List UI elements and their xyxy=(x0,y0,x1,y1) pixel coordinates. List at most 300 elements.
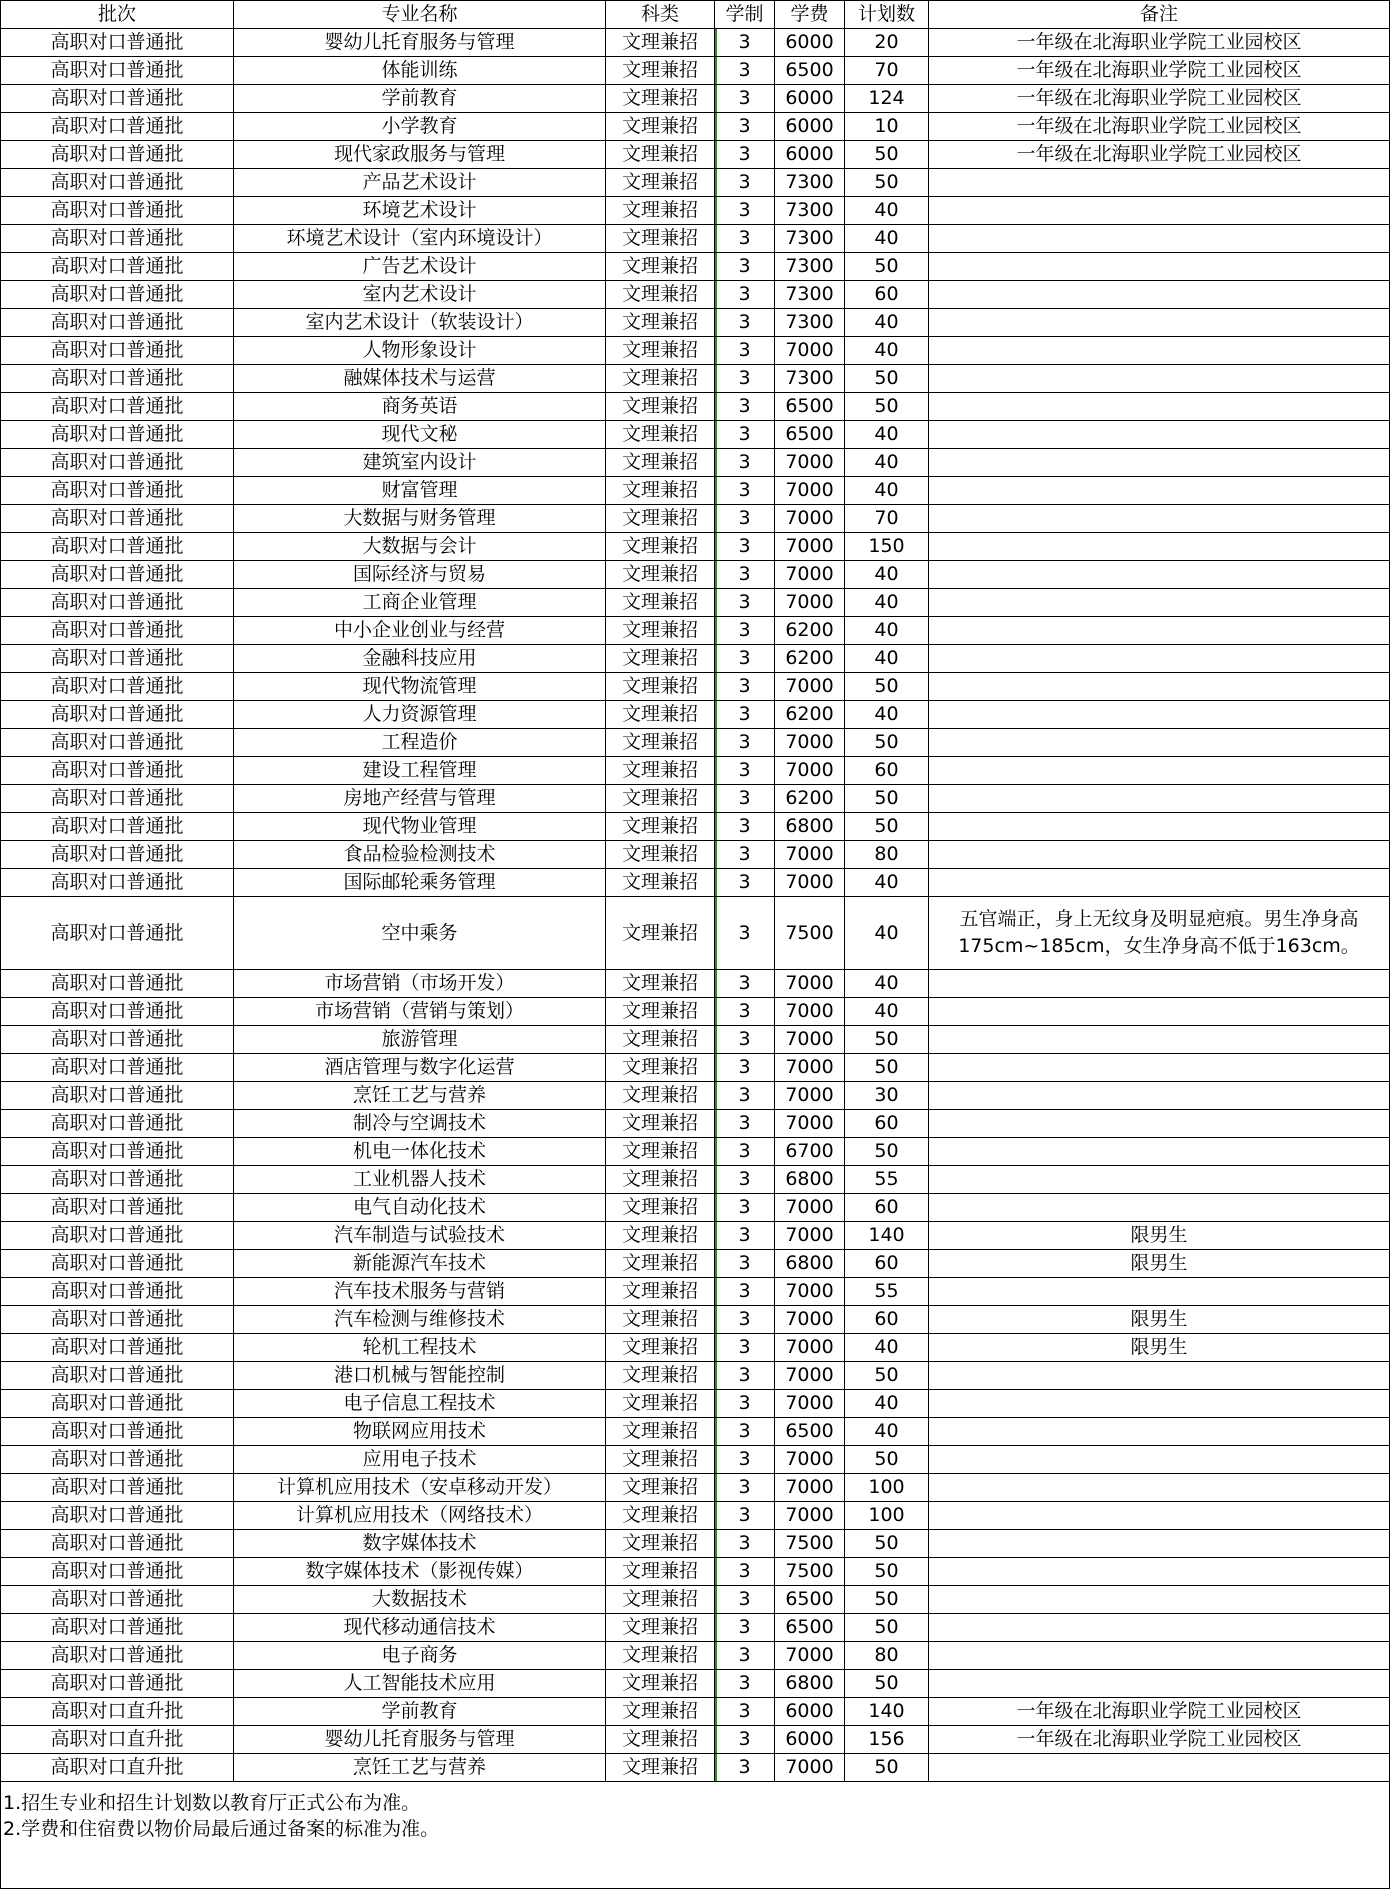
cell-tuition: 6500 xyxy=(775,393,845,421)
cell-batch: 高职对口普通批 xyxy=(1,169,234,197)
cell-category: 文理兼招 xyxy=(606,841,715,869)
cell-category: 文理兼招 xyxy=(606,785,715,813)
cell-tuition: 6500 xyxy=(775,1586,845,1614)
cell-remarks xyxy=(929,533,1390,561)
cell-duration: 3 xyxy=(715,169,775,197)
cell-plan-count: 140 xyxy=(845,1698,929,1726)
cell-duration: 3 xyxy=(715,1334,775,1362)
table-row xyxy=(1,813,1390,841)
cell-category: 文理兼招 xyxy=(606,645,715,673)
cell-remarks xyxy=(929,1026,1390,1054)
table-row xyxy=(1,1586,1390,1614)
cell-duration: 3 xyxy=(715,813,775,841)
cell-batch: 高职对口普通批 xyxy=(1,1558,234,1586)
cell-major: 计算机应用技术（网络技术） xyxy=(234,1502,606,1530)
cell-remarks: 一年级在北海职业学院工业园校区 xyxy=(929,113,1390,141)
cell-batch: 高职对口普通批 xyxy=(1,365,234,393)
cell-plan-count: 40 xyxy=(845,645,929,673)
table-row xyxy=(1,1110,1390,1138)
cell-tuition: 7300 xyxy=(775,169,845,197)
cell-batch: 高职对口普通批 xyxy=(1,729,234,757)
table-row xyxy=(1,449,1390,477)
cell-batch: 高职对口普通批 xyxy=(1,449,234,477)
cell-batch: 高职对口普通批 xyxy=(1,1194,234,1222)
cell-major: 室内艺术设计（软装设计） xyxy=(234,309,606,337)
cell-duration: 3 xyxy=(715,729,775,757)
table-row xyxy=(1,57,1390,85)
cell-plan-count: 50 xyxy=(845,1026,929,1054)
cell-category: 文理兼招 xyxy=(606,505,715,533)
cell-major: 建筑室内设计 xyxy=(234,449,606,477)
cell-remarks xyxy=(929,841,1390,869)
cell-plan-count: 40 xyxy=(845,701,929,729)
table-row xyxy=(1,197,1390,225)
table-row xyxy=(1,281,1390,309)
table-row xyxy=(1,169,1390,197)
cell-major: 汽车技术服务与营销 xyxy=(234,1278,606,1306)
cell-tuition: 7000 xyxy=(775,1334,845,1362)
cell-category: 文理兼招 xyxy=(606,309,715,337)
table-row xyxy=(1,393,1390,421)
cell-major: 工业机器人技术 xyxy=(234,1166,606,1194)
cell-batch: 高职对口普通批 xyxy=(1,533,234,561)
table-row xyxy=(1,970,1390,998)
cell-remarks xyxy=(929,645,1390,673)
cell-duration: 3 xyxy=(715,1530,775,1558)
cell-batch: 高职对口普通批 xyxy=(1,253,234,281)
cell-major: 大数据与会计 xyxy=(234,533,606,561)
table-row xyxy=(1,225,1390,253)
cell-tuition: 7000 xyxy=(775,1390,845,1418)
cell-duration: 3 xyxy=(715,589,775,617)
cell-duration: 3 xyxy=(715,421,775,449)
cell-duration: 3 xyxy=(715,1306,775,1334)
table-row xyxy=(1,1026,1390,1054)
cell-category: 文理兼招 xyxy=(606,617,715,645)
footnote-1: 1.招生专业和招生计划数以教育厅正式公布为准。 xyxy=(3,1792,421,1814)
cell-plan-count: 124 xyxy=(845,85,929,113)
header-batch: 批次 xyxy=(1,1,234,29)
cell-remarks xyxy=(929,1474,1390,1502)
table-row xyxy=(1,1082,1390,1110)
cell-remarks xyxy=(929,701,1390,729)
cell-batch: 高职对口普通批 xyxy=(1,841,234,869)
cell-duration: 3 xyxy=(715,309,775,337)
table-row xyxy=(1,701,1390,729)
cell-duration: 3 xyxy=(715,365,775,393)
cell-remarks xyxy=(929,1138,1390,1166)
cell-remarks: 一年级在北海职业学院工业园校区 xyxy=(929,85,1390,113)
cell-major: 室内艺术设计 xyxy=(234,281,606,309)
cell-tuition: 6000 xyxy=(775,141,845,169)
cell-batch: 高职对口普通批 xyxy=(1,141,234,169)
cell-tuition: 7500 xyxy=(775,1558,845,1586)
cell-tuition: 6000 xyxy=(775,1726,845,1754)
header-major: 专业名称 xyxy=(234,1,606,29)
cell-plan-count: 140 xyxy=(845,1222,929,1250)
cell-remarks xyxy=(929,309,1390,337)
cell-duration: 3 xyxy=(715,449,775,477)
table-row xyxy=(1,589,1390,617)
cell-major: 大数据技术 xyxy=(234,1586,606,1614)
cell-duration: 3 xyxy=(715,1026,775,1054)
table-row xyxy=(1,757,1390,785)
cell-batch: 高职对口普通批 xyxy=(1,1334,234,1362)
cell-batch: 高职对口普通批 xyxy=(1,1026,234,1054)
cell-tuition: 6200 xyxy=(775,645,845,673)
cell-tuition: 6800 xyxy=(775,1670,845,1698)
cell-batch: 高职对口普通批 xyxy=(1,701,234,729)
cell-plan-count: 40 xyxy=(845,970,929,998)
cell-major: 融媒体技术与运营 xyxy=(234,365,606,393)
cell-batch: 高职对口直升批 xyxy=(1,1754,234,1782)
cell-category: 文理兼招 xyxy=(606,197,715,225)
cell-remarks xyxy=(929,1446,1390,1474)
cell-plan-count: 50 xyxy=(845,1586,929,1614)
cell-plan-count: 40 xyxy=(845,309,929,337)
cell-category: 文理兼招 xyxy=(606,1614,715,1642)
cell-major: 现代移动通信技术 xyxy=(234,1614,606,1642)
cell-category: 文理兼招 xyxy=(606,729,715,757)
cell-tuition: 7000 xyxy=(775,1362,845,1390)
cell-remarks xyxy=(929,337,1390,365)
cell-remarks xyxy=(929,1586,1390,1614)
cell-remarks xyxy=(929,673,1390,701)
cell-category: 文理兼招 xyxy=(606,1558,715,1586)
cell-tuition: 7000 xyxy=(775,1754,845,1782)
table-row xyxy=(1,729,1390,757)
table-row xyxy=(1,1726,1390,1754)
cell-duration: 3 xyxy=(715,1082,775,1110)
cell-tuition: 7500 xyxy=(775,897,845,970)
cell-category: 文理兼招 xyxy=(606,141,715,169)
footnote-row xyxy=(1,1782,1390,1889)
cell-plan-count: 80 xyxy=(845,841,929,869)
cell-plan-count: 100 xyxy=(845,1474,929,1502)
cell-category: 文理兼招 xyxy=(606,1026,715,1054)
cell-major: 现代物流管理 xyxy=(234,673,606,701)
cell-major: 学前教育 xyxy=(234,1698,606,1726)
cell-plan-count: 30 xyxy=(845,1082,929,1110)
cell-major: 工程造价 xyxy=(234,729,606,757)
table-row xyxy=(1,785,1390,813)
table-row xyxy=(1,85,1390,113)
table-row xyxy=(1,1474,1390,1502)
cell-batch: 高职对口普通批 xyxy=(1,1642,234,1670)
cell-category: 文理兼招 xyxy=(606,1586,715,1614)
cell-category: 文理兼招 xyxy=(606,337,715,365)
cell-batch: 高职对口普通批 xyxy=(1,813,234,841)
cell-plan-count: 40 xyxy=(845,869,929,897)
cell-duration: 3 xyxy=(715,1726,775,1754)
cell-batch: 高职对口普通批 xyxy=(1,1502,234,1530)
cell-batch: 高职对口普通批 xyxy=(1,505,234,533)
cell-category: 文理兼招 xyxy=(606,1082,715,1110)
cell-duration: 3 xyxy=(715,197,775,225)
cell-remarks xyxy=(929,1110,1390,1138)
cell-batch: 高职对口普通批 xyxy=(1,970,234,998)
cell-major: 酒店管理与数字化运营 xyxy=(234,1054,606,1082)
cell-duration: 3 xyxy=(715,1250,775,1278)
cell-major: 建设工程管理 xyxy=(234,757,606,785)
cell-tuition: 6500 xyxy=(775,421,845,449)
cell-batch: 高职对口普通批 xyxy=(1,477,234,505)
cell-remarks xyxy=(929,1194,1390,1222)
cell-tuition: 7300 xyxy=(775,197,845,225)
cell-plan-count: 60 xyxy=(845,1110,929,1138)
cell-remarks xyxy=(929,1502,1390,1530)
cell-remarks: 一年级在北海职业学院工业园校区 xyxy=(929,57,1390,85)
cell-batch: 高职对口普通批 xyxy=(1,589,234,617)
cell-plan-count: 100 xyxy=(845,1502,929,1530)
cell-batch: 高职对口普通批 xyxy=(1,617,234,645)
cell-major: 人物形象设计 xyxy=(234,337,606,365)
cell-tuition: 6500 xyxy=(775,1614,845,1642)
cell-plan-count: 50 xyxy=(845,1558,929,1586)
cell-plan-count: 40 xyxy=(845,617,929,645)
cell-tuition: 7000 xyxy=(775,1026,845,1054)
cell-plan-count: 60 xyxy=(845,1306,929,1334)
cell-category: 文理兼招 xyxy=(606,1726,715,1754)
cell-major: 汽车制造与试验技术 xyxy=(234,1222,606,1250)
cell-category: 文理兼招 xyxy=(606,477,715,505)
cell-major: 小学教育 xyxy=(234,113,606,141)
cell-category: 文理兼招 xyxy=(606,113,715,141)
cell-category: 文理兼招 xyxy=(606,1362,715,1390)
cell-tuition: 6800 xyxy=(775,813,845,841)
cell-plan-count: 40 xyxy=(845,998,929,1026)
cell-plan-count: 50 xyxy=(845,1362,929,1390)
cell-batch: 高职对口普通批 xyxy=(1,1110,234,1138)
cell-duration: 3 xyxy=(715,1614,775,1642)
cell-duration: 3 xyxy=(715,897,775,970)
cell-category: 文理兼招 xyxy=(606,1334,715,1362)
cell-remarks xyxy=(929,869,1390,897)
table-row xyxy=(1,29,1390,57)
cell-plan-count: 50 xyxy=(845,1670,929,1698)
cell-duration: 3 xyxy=(715,141,775,169)
cell-batch: 高职对口普通批 xyxy=(1,869,234,897)
cell-tuition: 6500 xyxy=(775,1418,845,1446)
cell-tuition: 7000 xyxy=(775,1110,845,1138)
cell-batch: 高职对口普通批 xyxy=(1,561,234,589)
cell-remarks: 一年级在北海职业学院工业园校区 xyxy=(929,1726,1390,1754)
cell-major: 市场营销（营销与策划） xyxy=(234,998,606,1026)
cell-remarks xyxy=(929,225,1390,253)
cell-plan-count: 50 xyxy=(845,393,929,421)
cell-duration: 3 xyxy=(715,1362,775,1390)
cell-plan-count: 50 xyxy=(845,1530,929,1558)
cell-plan-count: 50 xyxy=(845,673,929,701)
cell-duration: 3 xyxy=(715,1390,775,1418)
cell-category: 文理兼招 xyxy=(606,1474,715,1502)
cell-tuition: 7000 xyxy=(775,449,845,477)
table-row xyxy=(1,1362,1390,1390)
cell-batch: 高职对口普通批 xyxy=(1,897,234,970)
cell-category: 文理兼招 xyxy=(606,281,715,309)
cell-batch: 高职对口普通批 xyxy=(1,309,234,337)
cell-plan-count: 20 xyxy=(845,29,929,57)
cell-major: 婴幼儿托育服务与管理 xyxy=(234,1726,606,1754)
cell-remarks: 一年级在北海职业学院工业园校区 xyxy=(929,29,1390,57)
cell-category: 文理兼招 xyxy=(606,449,715,477)
cell-category: 文理兼招 xyxy=(606,757,715,785)
cell-remarks: 一年级在北海职业学院工业园校区 xyxy=(929,1698,1390,1726)
cell-tuition: 7000 xyxy=(775,1222,845,1250)
cell-remarks xyxy=(929,1278,1390,1306)
cell-remarks: 限男生 xyxy=(929,1334,1390,1362)
cell-duration: 3 xyxy=(715,998,775,1026)
cell-remarks xyxy=(929,813,1390,841)
cell-duration: 3 xyxy=(715,1474,775,1502)
cell-major: 人力资源管理 xyxy=(234,701,606,729)
cell-remarks: 限男生 xyxy=(929,1222,1390,1250)
cell-major: 机电一体化技术 xyxy=(234,1138,606,1166)
cell-plan-count: 60 xyxy=(845,281,929,309)
cell-major: 市场营销（市场开发） xyxy=(234,970,606,998)
cell-plan-count: 50 xyxy=(845,729,929,757)
cell-tuition: 7000 xyxy=(775,1278,845,1306)
cell-duration: 3 xyxy=(715,645,775,673)
cell-duration: 3 xyxy=(715,1446,775,1474)
cell-duration: 3 xyxy=(715,617,775,645)
cell-major: 商务英语 xyxy=(234,393,606,421)
cell-plan-count: 40 xyxy=(845,1418,929,1446)
cell-plan-count: 50 xyxy=(845,253,929,281)
cell-duration: 3 xyxy=(715,1138,775,1166)
cell-remarks xyxy=(929,1530,1390,1558)
cell-batch: 高职对口普通批 xyxy=(1,57,234,85)
cell-plan-count: 40 xyxy=(845,1390,929,1418)
cell-remarks xyxy=(929,477,1390,505)
cell-duration: 3 xyxy=(715,393,775,421)
header-category: 科类 xyxy=(606,1,715,29)
cell-category: 文理兼招 xyxy=(606,1418,715,1446)
cell-category: 文理兼招 xyxy=(606,393,715,421)
cell-category: 文理兼招 xyxy=(606,29,715,57)
cell-major: 产品艺术设计 xyxy=(234,169,606,197)
cell-major: 空中乘务 xyxy=(234,897,606,970)
table-row xyxy=(1,421,1390,449)
cell-remarks xyxy=(929,617,1390,645)
table-row xyxy=(1,337,1390,365)
cell-duration: 3 xyxy=(715,1754,775,1782)
cell-major: 制冷与空调技术 xyxy=(234,1110,606,1138)
cell-tuition: 7000 xyxy=(775,1502,845,1530)
cell-major: 物联网应用技术 xyxy=(234,1418,606,1446)
table-row xyxy=(1,1614,1390,1642)
cell-category: 文理兼招 xyxy=(606,1054,715,1082)
cell-category: 文理兼招 xyxy=(606,1530,715,1558)
cell-tuition: 7000 xyxy=(775,970,845,998)
cell-duration: 3 xyxy=(715,561,775,589)
cell-major: 数字媒体技术 xyxy=(234,1530,606,1558)
table-row xyxy=(1,1250,1390,1278)
cell-batch: 高职对口普通批 xyxy=(1,1474,234,1502)
table-row xyxy=(1,1558,1390,1586)
cell-major: 国际经济与贸易 xyxy=(234,561,606,589)
cell-batch: 高职对口普通批 xyxy=(1,1390,234,1418)
cell-tuition: 6000 xyxy=(775,1698,845,1726)
table-row xyxy=(1,505,1390,533)
cell-duration: 3 xyxy=(715,757,775,785)
cell-category: 文理兼招 xyxy=(606,1642,715,1670)
cell-category: 文理兼招 xyxy=(606,85,715,113)
cell-duration: 3 xyxy=(715,785,775,813)
table-row xyxy=(1,1054,1390,1082)
cell-batch: 高职对口普通批 xyxy=(1,281,234,309)
cell-major: 金融科技应用 xyxy=(234,645,606,673)
cell-batch: 高职对口普通批 xyxy=(1,1278,234,1306)
cell-tuition: 6200 xyxy=(775,785,845,813)
cell-category: 文理兼招 xyxy=(606,169,715,197)
cell-plan-count: 80 xyxy=(845,1642,929,1670)
cell-category: 文理兼招 xyxy=(606,1194,715,1222)
table-row xyxy=(1,869,1390,897)
table-row xyxy=(1,113,1390,141)
cell-major: 数字媒体技术（影视传媒） xyxy=(234,1558,606,1586)
cell-plan-count: 60 xyxy=(845,1194,929,1222)
cell-remarks xyxy=(929,1082,1390,1110)
cell-plan-count: 156 xyxy=(845,1726,929,1754)
cell-plan-count: 50 xyxy=(845,1614,929,1642)
cell-plan-count: 40 xyxy=(845,589,929,617)
cell-tuition: 7000 xyxy=(775,589,845,617)
cell-remarks xyxy=(929,1754,1390,1782)
header-row xyxy=(1,1,1390,29)
cell-tuition: 7000 xyxy=(775,998,845,1026)
cell-category: 文理兼招 xyxy=(606,1166,715,1194)
cell-tuition: 7000 xyxy=(775,841,845,869)
cell-major: 体能训练 xyxy=(234,57,606,85)
cell-duration: 3 xyxy=(715,869,775,897)
table-row xyxy=(1,1642,1390,1670)
cell-tuition: 7000 xyxy=(775,337,845,365)
cell-remarks xyxy=(929,365,1390,393)
cell-plan-count: 50 xyxy=(845,1054,929,1082)
cell-duration: 3 xyxy=(715,1558,775,1586)
cell-batch: 高职对口普通批 xyxy=(1,785,234,813)
cell-major: 食品检验检测技术 xyxy=(234,841,606,869)
cell-tuition: 6200 xyxy=(775,701,845,729)
cell-batch: 高职对口普通批 xyxy=(1,1614,234,1642)
cell-batch: 高职对口普通批 xyxy=(1,673,234,701)
table-row xyxy=(1,477,1390,505)
cell-duration: 3 xyxy=(715,85,775,113)
table-row xyxy=(1,897,1390,970)
cell-category: 文理兼招 xyxy=(606,897,715,970)
cell-plan-count: 50 xyxy=(845,813,929,841)
cell-category: 文理兼招 xyxy=(606,1754,715,1782)
cell-batch: 高职对口普通批 xyxy=(1,113,234,141)
cell-duration: 3 xyxy=(715,225,775,253)
table-row xyxy=(1,533,1390,561)
cell-plan-count: 150 xyxy=(845,533,929,561)
table-row xyxy=(1,1306,1390,1334)
cell-plan-count: 40 xyxy=(845,449,929,477)
cell-batch: 高职对口普通批 xyxy=(1,197,234,225)
cell-remarks: 限男生 xyxy=(929,1306,1390,1334)
footnote-2: 2.学费和住宿费以物价局最后通过备案的标准为准。 xyxy=(3,1818,440,1840)
cell-batch: 高职对口普通批 xyxy=(1,1138,234,1166)
cell-tuition: 7300 xyxy=(775,309,845,337)
table-row xyxy=(1,1418,1390,1446)
cell-tuition: 6000 xyxy=(775,29,845,57)
cell-remarks: 五官端正，身上无纹身及明显疤痕。男生净身高175cm~185cm，女生净身高不低于163cm。 xyxy=(929,897,1390,970)
cell-category: 文理兼招 xyxy=(606,533,715,561)
cell-tuition: 7000 xyxy=(775,757,845,785)
cell-major: 学前教育 xyxy=(234,85,606,113)
